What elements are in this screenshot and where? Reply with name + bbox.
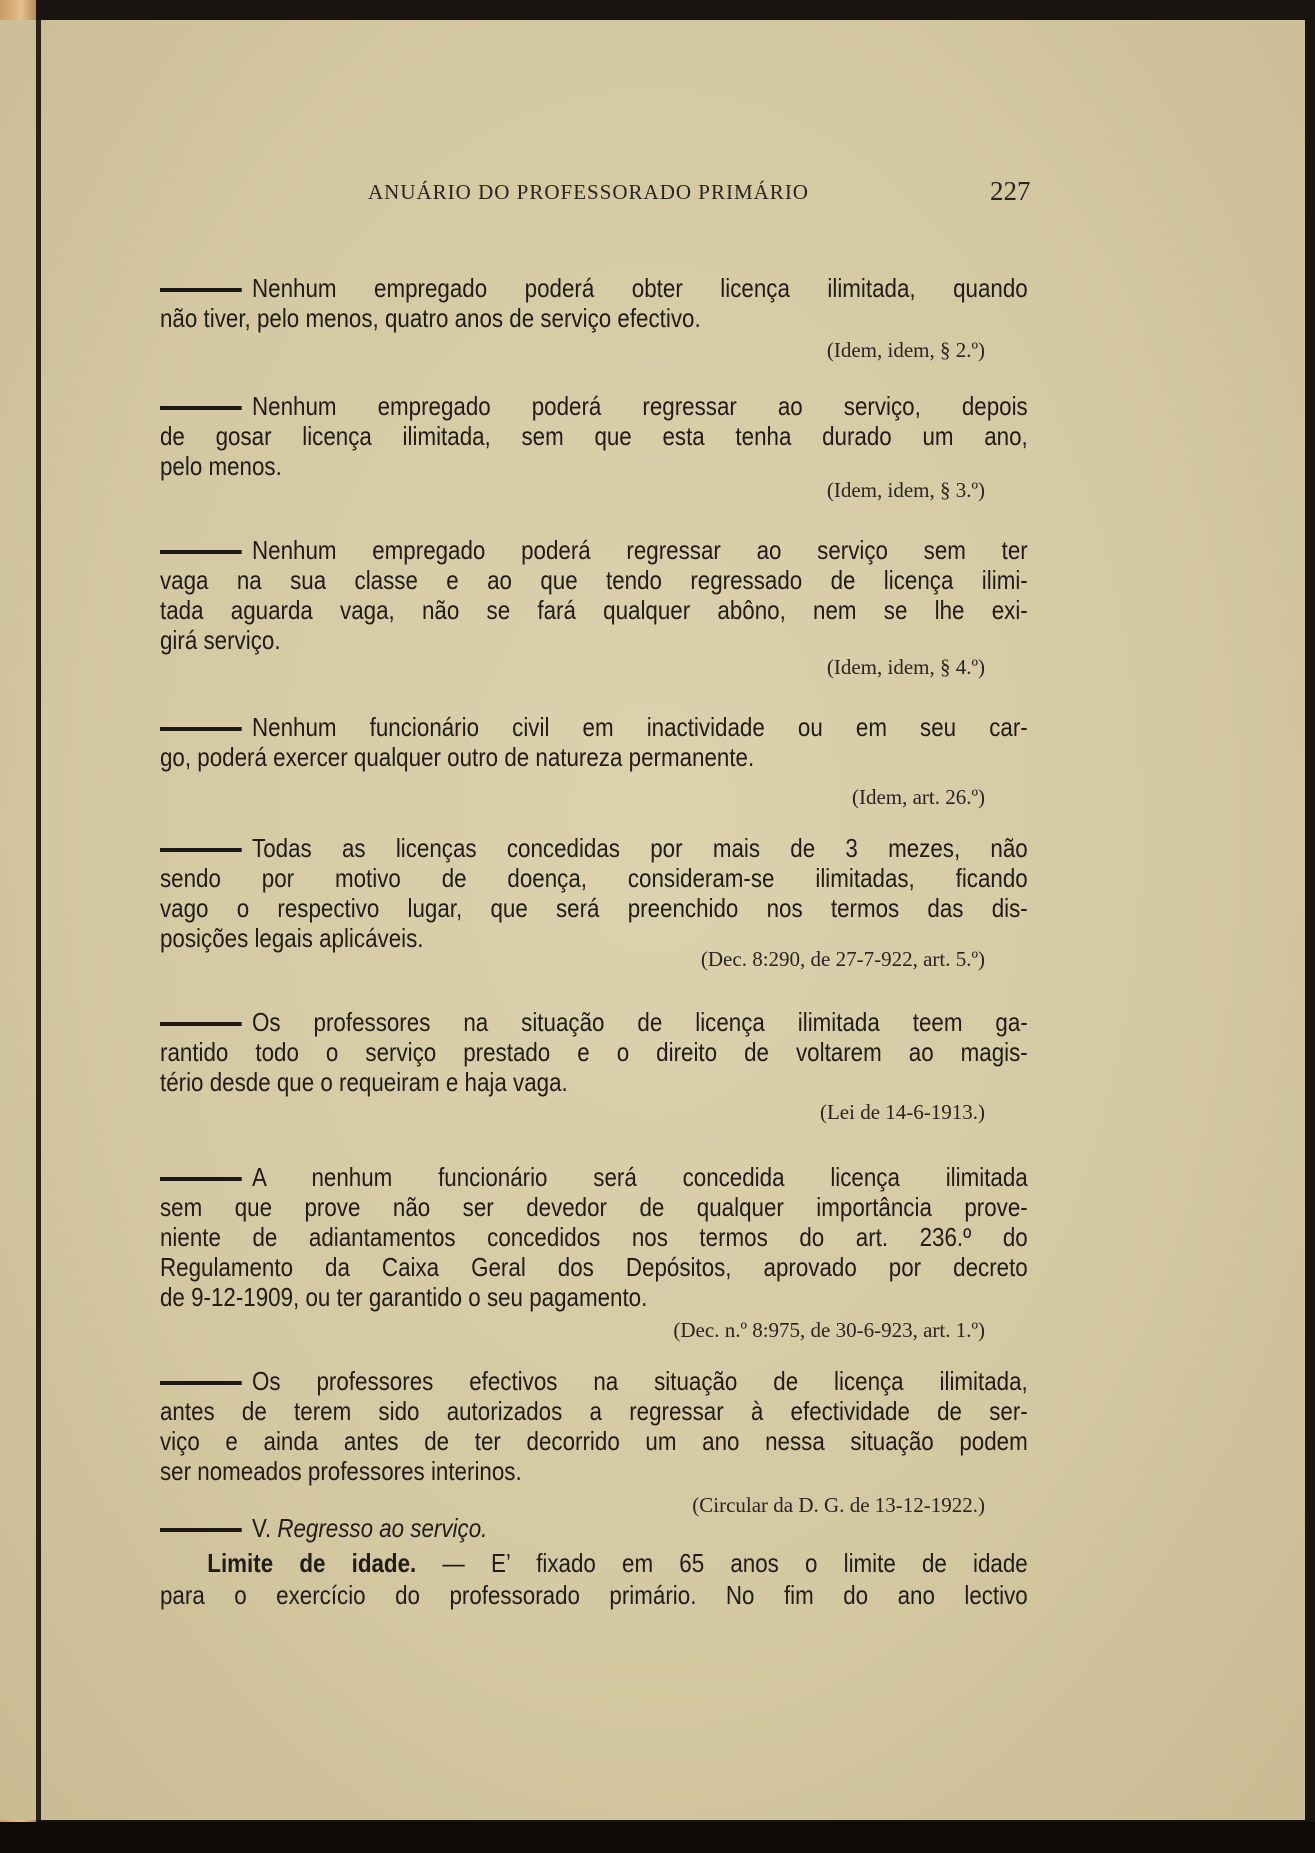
paragraph-line bbox=[160, 1194, 1028, 1221]
paragraph-age-limit bbox=[160, 1550, 1028, 1609]
line-text: não tiver, pelo menos, quatro anos de serviço efectivo. bbox=[160, 303, 701, 333]
line-text: tada aguarda vaga, não se fará qualquer abôno, nem se lhe exi- bbox=[160, 595, 1028, 625]
dash-marker bbox=[160, 288, 242, 292]
paragraph-line bbox=[160, 1458, 1028, 1485]
line-text: vaga na sua classe e ao que tendo regressado de licença ilimi- bbox=[160, 565, 1028, 595]
dash-marker bbox=[160, 550, 242, 554]
line-text: Os professores efectivos na situação de licença ilimitada, bbox=[252, 1366, 1028, 1396]
paragraph-line bbox=[160, 275, 1028, 302]
citation: (Dec. n.º 8:975, de 30-6-923, art. 1.º) bbox=[673, 1318, 985, 1342]
section-title: Regresso ao serviço. bbox=[277, 1513, 488, 1543]
dash-marker bbox=[160, 727, 242, 731]
age-limit-lead: Limite de idade. bbox=[207, 1548, 417, 1578]
paragraph bbox=[160, 1006, 1028, 1096]
line-text: A nenhum funcionário será concedida licença ilimitada bbox=[252, 1162, 1028, 1192]
paragraph-line bbox=[160, 1069, 1028, 1096]
dash-marker bbox=[160, 848, 242, 852]
line-text: girá serviço. bbox=[160, 625, 281, 655]
age-limit-text: — E’ fixado em 65 anos o limite de idade bbox=[442, 1548, 1028, 1578]
line-text: sem que prove não ser devedor de qualquer importância prove- bbox=[160, 1192, 1028, 1222]
dash-marker bbox=[160, 1528, 242, 1532]
paragraph bbox=[160, 1365, 1028, 1485]
age-limit-line2: para o exercício do professorado primário. No fim do ano lectivo bbox=[160, 1580, 1028, 1610]
line-text: de 9-12-1909, ou ter garantido o seu pagamento. bbox=[160, 1282, 648, 1312]
line-text: Regulamento da Caixa Geral dos Depósitos, aprovado por decreto bbox=[160, 1252, 1028, 1282]
paragraph bbox=[160, 390, 1028, 480]
paragraph bbox=[160, 1161, 1028, 1311]
line-text: go, poderá exercer qualquer outro de natureza permanente. bbox=[160, 742, 755, 772]
paragraph-line bbox=[160, 865, 1028, 892]
line-text: niente de adiantamentos concedidos nos termos do art. 236.º do bbox=[160, 1222, 1028, 1252]
page-number: 227 bbox=[990, 176, 1031, 206]
paragraph-line bbox=[160, 453, 1028, 480]
line-text: de gosar licença ilimitada, sem que esta tenha durado um ano, bbox=[160, 421, 1028, 451]
paragraph-line bbox=[160, 1164, 1028, 1191]
paragraph-line bbox=[160, 895, 1028, 922]
dash-marker bbox=[160, 1381, 242, 1385]
line-text: Nenhum empregado poderá regressar ao serviço, depois bbox=[252, 391, 1028, 421]
paragraph bbox=[160, 534, 1028, 654]
citation: (Circular da D. G. de 13-12-1922.) bbox=[692, 1493, 985, 1517]
paragraph bbox=[160, 711, 1028, 771]
citation: (Idem, idem, § 4.º) bbox=[826, 655, 985, 679]
line-text: pelo menos. bbox=[160, 451, 282, 481]
dash-marker bbox=[160, 1022, 242, 1026]
line-text: ser nomeados professores interinos. bbox=[160, 1456, 522, 1486]
paragraph-line bbox=[160, 567, 1028, 594]
paragraph-line bbox=[160, 1254, 1028, 1281]
line-text: sendo por motivo de doença, consideram-se ilimitadas, ficando bbox=[160, 863, 1028, 893]
line-text: Nenhum funcionário civil em inactividade ou em seu car- bbox=[252, 712, 1028, 742]
paragraph-line bbox=[160, 1224, 1028, 1251]
line-text: vago o respectivo lugar, que será preenchido nos termos das dis- bbox=[160, 893, 1028, 923]
citation: (Idem, idem, § 2.º) bbox=[826, 338, 985, 362]
line-text: Todas as licenças concedidas por mais de 3 mezes, não bbox=[252, 833, 1028, 863]
paragraph-line bbox=[160, 1368, 1028, 1395]
line-text: rantido todo o serviço prestado e o direito de voltarem ao magis- bbox=[160, 1037, 1028, 1067]
paragraph-line bbox=[160, 305, 1028, 332]
line-text: viço e ainda antes de ter decorrido um ano nessa situação podem bbox=[160, 1426, 1028, 1456]
paragraph-line bbox=[160, 1039, 1028, 1066]
line-text: tério desde que o requeiram e haja vaga. bbox=[160, 1067, 568, 1097]
paragraph-line bbox=[160, 744, 1028, 771]
page-binding-edge bbox=[36, 20, 41, 1820]
section-heading bbox=[160, 1515, 1028, 1542]
paragraph-line bbox=[160, 537, 1028, 564]
line-text: Nenhum empregado poderá obter licença ilimitada, quando bbox=[252, 273, 1028, 303]
paragraph-line bbox=[160, 1428, 1028, 1455]
line-text: antes de terem sido autorizados a regressar à efectividade de ser- bbox=[160, 1396, 1028, 1426]
citation: (Idem, idem, § 3.º) bbox=[826, 478, 985, 502]
line-text: posições legais aplicáveis. bbox=[160, 923, 424, 953]
paragraph-line bbox=[160, 714, 1028, 741]
line-text: Nenhum empregado poderá regressar ao serviço sem ter bbox=[252, 535, 1028, 565]
paragraph-line bbox=[160, 627, 1028, 654]
paragraph-line bbox=[160, 597, 1028, 624]
citation: (Lei de 14-6-1913.) bbox=[819, 1100, 985, 1124]
paragraph-line bbox=[160, 1009, 1028, 1036]
dash-marker bbox=[160, 1177, 242, 1181]
citation: (Dec. 8:290, de 27-7-922, art. 5.º) bbox=[700, 947, 985, 971]
section-number: V. bbox=[252, 1513, 272, 1543]
scan-background bbox=[0, 1822, 1315, 1853]
running-title: ANUÁRIO DO PROFESSORADO PRIMÁRIO bbox=[368, 180, 809, 204]
paragraph-line bbox=[160, 423, 1028, 450]
paragraph-line bbox=[160, 1284, 1028, 1311]
citation: (Idem, art. 26.º) bbox=[851, 785, 985, 809]
paragraph bbox=[160, 272, 1028, 332]
paragraph bbox=[160, 832, 1028, 952]
line-text: Os professores na situação de licença ilimitada teem ga- bbox=[252, 1007, 1028, 1037]
paragraph-line bbox=[160, 835, 1028, 862]
paragraph-line bbox=[160, 393, 1028, 420]
dash-marker bbox=[160, 406, 242, 410]
paragraph-line bbox=[160, 1398, 1028, 1425]
